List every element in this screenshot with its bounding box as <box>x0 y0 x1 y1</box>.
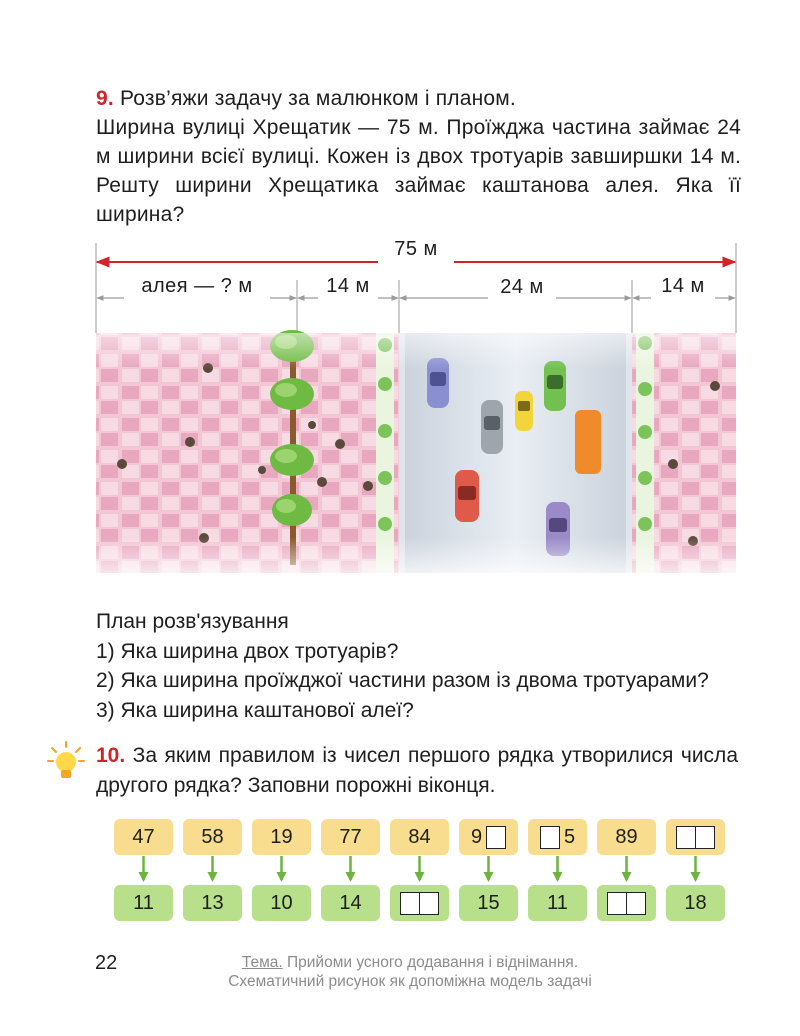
top-number: 89 <box>615 825 638 848</box>
task-10-number: 10. <box>96 744 126 767</box>
road-width-label: 24 м <box>500 276 544 298</box>
task-9-problem: Ширина вулиці Хрещатик — 75 м. Проїжджа частина займає 24 м ширини всієї вулиці. Кожен із двох тротуарів завширшки 14 м. Решту ширини Хрещатика займає каштанова алея. Яка її ширина? <box>96 116 741 226</box>
plan-step: 1) Яка ширина двох тротуарів? <box>96 639 399 663</box>
bottom-number: 13 <box>201 891 224 914</box>
bottom-number: 11 <box>133 891 154 914</box>
task-10-text: За яким правилом із чисел першого рядка утворилися числа другого рядка? Заповни порожні віконця. <box>96 744 738 797</box>
top-number: 77 <box>339 825 362 848</box>
bottom-number: 18 <box>684 891 707 914</box>
bottom-number: 14 <box>339 891 362 914</box>
bottom-number: 15 <box>477 891 500 914</box>
total-width-label: 75 м <box>394 238 438 260</box>
page-footer <box>200 953 620 991</box>
plan-step: 3) Яка ширина каштанової алеї? <box>96 698 414 722</box>
task-9-instruction-text: Розв’яжи задачу за малюнком і планом. <box>119 87 516 110</box>
top-number: 9 <box>470 825 483 848</box>
task-9-number: 9. <box>96 87 114 110</box>
plan-title: План розв'язування <box>96 610 289 633</box>
plan-step: 2) Яка ширина проїжджої частини разом із двома тротуарами? <box>96 669 709 692</box>
top-number: 47 <box>132 825 155 848</box>
topic-line-1: Прийоми усного додавання і віднімання. <box>287 954 579 971</box>
top-number: 19 <box>270 825 293 848</box>
top-number: 58 <box>201 825 224 848</box>
topic-line-2: Схематичний рисунок як допоміжна модель задачі <box>228 973 592 990</box>
top-number: 5 <box>563 825 576 848</box>
topic-label: Тема. <box>241 954 283 971</box>
bottom-number: 11 <box>547 891 568 914</box>
page-number: 22 <box>95 952 118 974</box>
right-sidewalk-label: 14 м <box>661 275 705 297</box>
alley-width-label: алея — ? м <box>141 275 253 297</box>
bottom-number: 10 <box>270 891 293 914</box>
top-number: 84 <box>408 825 431 848</box>
left-sidewalk-label: 14 м <box>326 275 370 297</box>
